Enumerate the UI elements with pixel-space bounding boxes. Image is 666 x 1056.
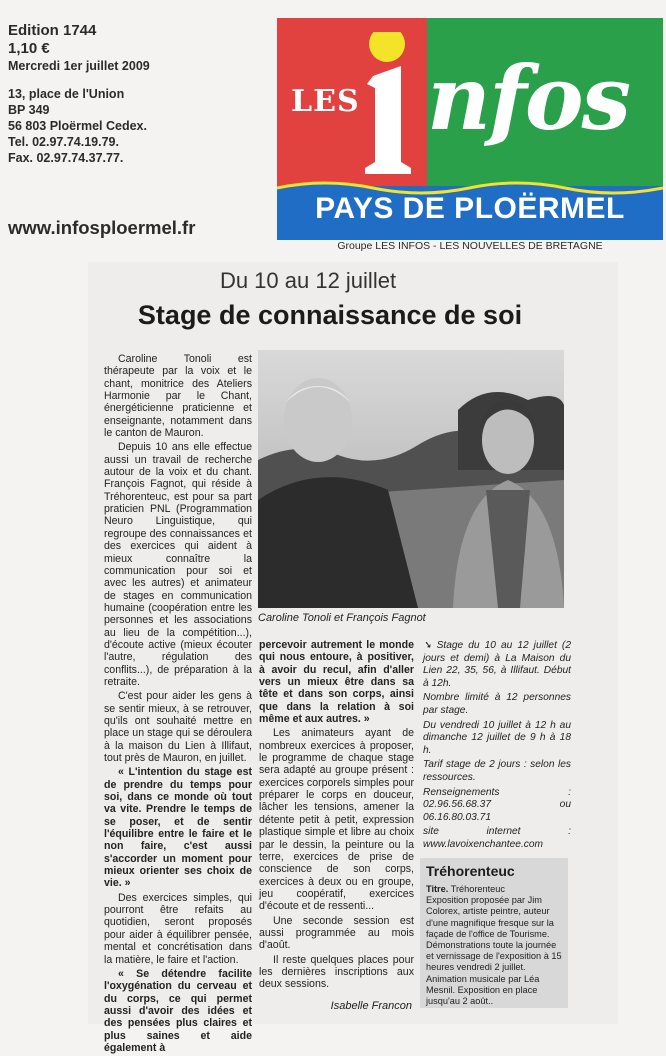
address-line: Tel. 02.97.74.19.79. — [8, 135, 119, 149]
photo-illustration — [258, 350, 564, 608]
paragraph: Une seconde session est aussi programmée au mois d'août. — [259, 914, 414, 952]
masthead-group: Groupe LES INFOS - LES NOUVELLES DE BRETAGNE — [337, 240, 603, 252]
header-info — [8, 22, 270, 238]
article-photo — [258, 350, 564, 608]
issue-date: Mercredi 1er juillet 2009 — [8, 59, 150, 73]
paragraph-quote: « L'intention du stage est de prendre du temps pour soi, dans ce monde où tout va vite. Prendre le temps de se poser, et de sentir l'équilibre entre le faire et le non faire, c'est aussi s'accorder un moment pour mieux orienter ses choix de vie. » — [104, 766, 252, 890]
news-brief-heading: Tréhorenteuc — [426, 863, 515, 879]
edition-number: Edition 1744 — [8, 22, 97, 39]
masthead — [277, 14, 663, 252]
website: www.infosploermel.fr — [8, 217, 196, 238]
info-line: Nombre limité à 12 personnes par stage. — [423, 692, 571, 716]
masthead-les: LES — [291, 84, 360, 119]
address-line: BP 349 — [8, 103, 50, 117]
address-line: 56 803 Ploërmel Cedex. — [8, 119, 147, 133]
brief-body: Exposition proposée par Jim Colorex, artiste peintre, auteur d'une magnifique fresque sur la façade de l'office de Tourisme. Démonstrations toute la journée et vernissage de l'exposition à 15 heures vendredi 2 juillet. Animation musicale par Léa Mesnil. Exposition en place jusqu'au 2 août.. — [426, 895, 562, 1007]
photo-caption: Caroline Tonoli et François Fagnot — [258, 612, 426, 624]
address-line: Fax. 02.97.74.37.77. — [8, 151, 124, 165]
paragraph-quote: « Se détendre facilite l'oxygénation du cerveau et du corps, ce qui permet aussi d'avoir des idées et des pensées plus claires et plus saines et aide également à — [104, 967, 252, 1054]
address-line: 13, place de l'Union — [8, 87, 125, 101]
paragraph-quote: percevoir autrement le monde qui nous entoure, à positiver, à avoir du recul, afin d'aller vers un mieux être dans sa tête et dans son corps, ainsi que dans la relation à soi même et aux autres. » — [259, 639, 414, 726]
practical-info — [423, 640, 571, 854]
paragraph: Caroline Tonoli est thérapeute par la voix et le chant, monitrice des Ateliers Harmonie par le Chant, énergéticienne praticienne et enseignante, notamment dans le canton de Mauron. — [104, 353, 252, 440]
info-line: Tarif stage de 2 jours : selon les ressources. — [423, 759, 571, 783]
paragraph: Les animateurs ayant de nombreux exercices à proposer, le programme de chaque stage sera adapté au groupe présent : exercices corporels simples pour préparer le corps en douceur, lâcher les tensions, amener la détente petit à petit, expression plastique simple et libre au choix par le dessin, la peinture ou la terre, exercices de prise de conscience de son corps, exercices à deux ou en groupe, jeu coopératif, exercices d'écoute et de ressenti... — [259, 727, 414, 913]
masthead-region: PAYS DE PLOËRMEL — [315, 192, 625, 225]
brief-place: Tréhorenteuc — [450, 884, 505, 894]
info-line: site internet : www.lavoixenchantee.com — [423, 826, 571, 850]
author-signature: Isabelle Francon — [330, 1000, 412, 1012]
info-line: Renseignements : 02.96.56.68.37 ou 06.16.80.03.71 — [423, 786, 571, 823]
info-line: Du vendredi 10 juillet à 12 h au dimanche 12 juillet de 9 h à 18 h. — [423, 719, 571, 756]
masthead-infos: nfos — [427, 46, 630, 150]
news-brief-text — [426, 884, 566, 1007]
article-column-1 — [104, 353, 252, 1056]
logo-i-icon — [349, 32, 429, 182]
article-title: Stage de connaissance de soi — [137, 300, 523, 330]
price: 1,10 € — [8, 40, 50, 57]
paragraph: C'est pour aider les gens à se sentir mieux, à se retrouver, qu'ils ont souhaité mettre en place un stage qui se déroulera à la maison du Lien à Illifaut, tout près de Mauron, en juillet. — [104, 690, 252, 764]
info-line: ➘ Stage du 10 au 12 juillet (2 jours et demi) à La Maison du Lien 22, 35, 56, à Illifaut. Début à 12h. — [423, 640, 571, 689]
article-column-2 — [259, 639, 414, 993]
brief-label: Titre. — [426, 884, 449, 894]
paragraph: Depuis 10 ans elle effectue aussi un travail de recherche autour de la voix et du chant. François Fagnot, qui réside à Tréhorenteuc, est pour sa part praticien PNL (Programmation Neuro Linguistique, qui regroupe des connaissances et des exercices qui aident à mieux connaître la communication pour soi et avec les autres) et animateur de stages en communication humaine (coopération entre les personnes et les associations au lieu de la compétition...), d'écoute active (mieux écouter l'autre, régulation des conflits...), de préparation à la retraite. — [104, 441, 252, 688]
article-kicker: Du 10 au 12 juillet — [219, 268, 397, 293]
paragraph: Des exercices simples, qui pourront être refaits au quotidien, seront proposés pour aider à équilibrer pensée, mental et concrétisation dans la matière, le faire et l'action. — [104, 891, 252, 966]
paragraph: Il reste quelques places pour les dernières inscriptions aux deux sessions. — [259, 953, 414, 991]
